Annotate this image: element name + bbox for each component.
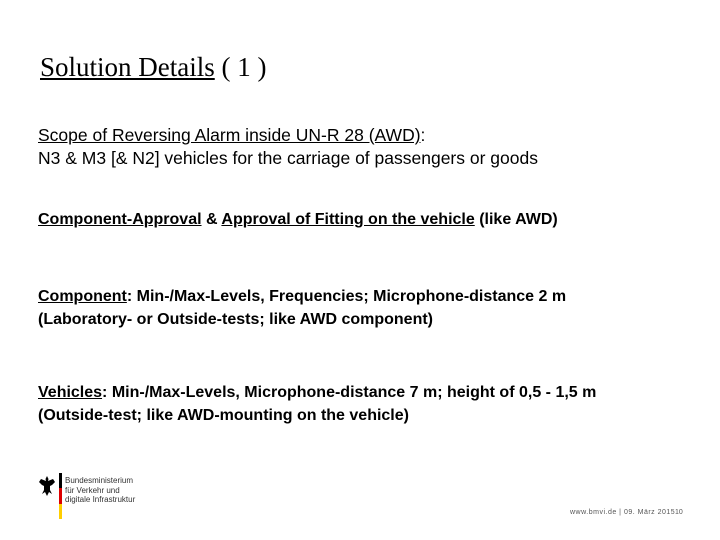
component-label: Component xyxy=(38,288,127,305)
title-main: Solution Details xyxy=(40,52,215,82)
page-number: 10 xyxy=(675,509,683,516)
component-line-2: (Laboratory- or Outside-tests; like AWD component) xyxy=(38,311,433,328)
footer-info: www.bmvi.de | 09. März 2015 xyxy=(570,509,676,516)
component-details: : Min-/Max-Levels, Frequencies; Microphone-distance 2 m xyxy=(126,288,567,305)
scope-colon: : xyxy=(420,125,426,145)
ministry-name xyxy=(65,476,135,505)
approval-note: (like AWD) xyxy=(474,211,558,228)
approval-paragraph xyxy=(38,209,558,230)
page-title xyxy=(40,52,266,83)
fitting-approval-term: Approval of Fitting on the vehicle xyxy=(221,211,475,228)
ministry-line-2: für Verkehr und xyxy=(65,485,120,495)
component-paragraph xyxy=(38,285,566,331)
component-line-1 xyxy=(38,285,566,308)
vehicles-line-1 xyxy=(38,381,596,404)
flag-stripe-gold xyxy=(59,504,62,519)
federal-eagle-icon xyxy=(38,475,56,497)
vehicles-line-2: (Outside-test; like AWD-mounting on the vehicle) xyxy=(38,407,409,424)
scope-line-1 xyxy=(38,124,538,147)
scope-heading: Scope of Reversing Alarm inside UN-R 28 (AWD) xyxy=(38,125,421,145)
flag-stripe-red xyxy=(59,488,62,503)
flag-stripe-black xyxy=(59,473,62,488)
german-flag-bar xyxy=(59,473,62,519)
ministry-line-1: Bundesministerium xyxy=(65,476,134,485)
component-approval-term: Component-Approval xyxy=(38,211,202,228)
approval-separator: & xyxy=(201,211,222,228)
scope-paragraph xyxy=(38,124,538,170)
title-suffix: ( 1 ) xyxy=(214,52,267,82)
ministry-logo xyxy=(38,473,148,521)
vehicles-paragraph xyxy=(38,381,596,427)
ministry-line-3: digitale Infrastruktur xyxy=(65,495,136,504)
scope-line-2: N3 & M3 [& N2] vehicles for the carriage of passengers or goods xyxy=(38,148,538,168)
vehicles-label: Vehicles xyxy=(38,384,103,401)
vehicles-details: : Min-/Max-Levels, Microphone-distance 7 m; height of 0,5 - 1,5 m xyxy=(102,384,597,401)
